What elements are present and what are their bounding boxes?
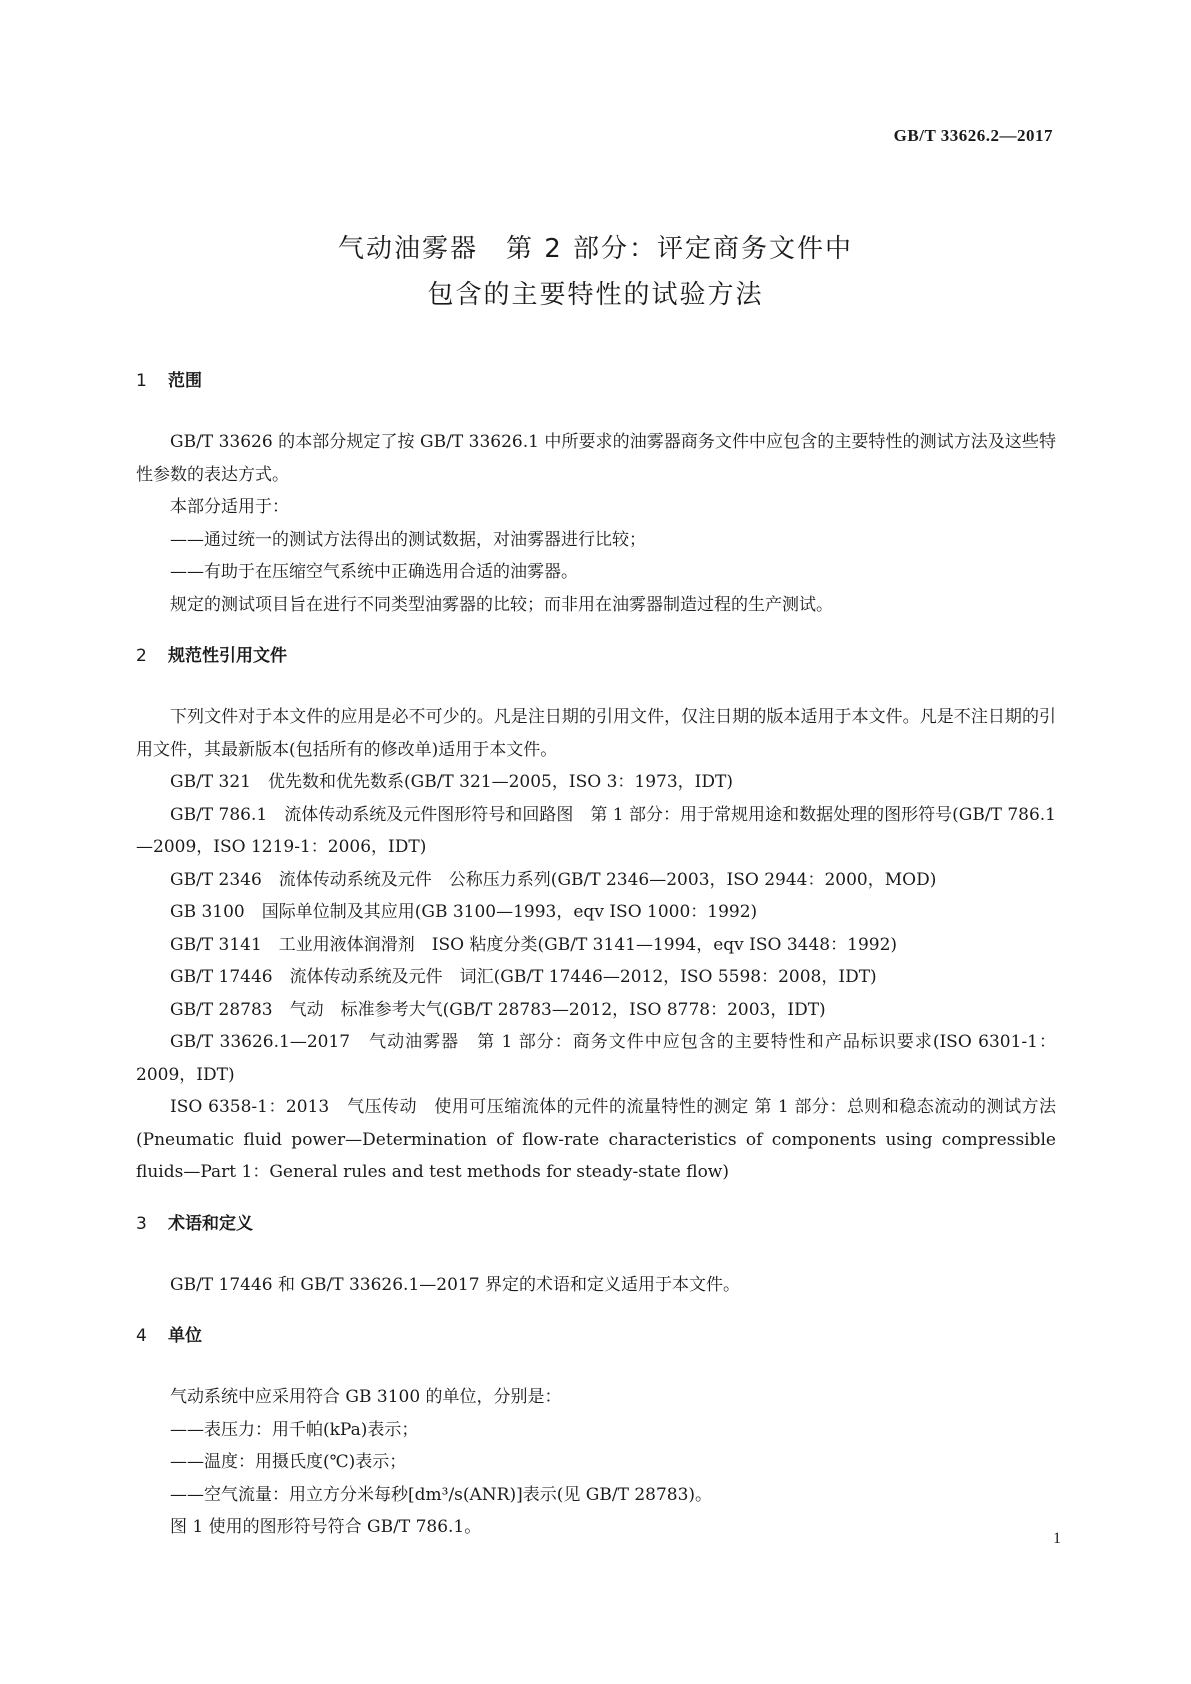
section-title: 范围 xyxy=(168,371,202,391)
section-heading xyxy=(136,368,1056,394)
document-body xyxy=(136,368,1056,1566)
paragraph: ——空气流量：用立方分米每秒[dm³/s(ANR)]表示(见 GB/T 28783)。 xyxy=(170,1484,713,1505)
section-4 xyxy=(136,1323,1056,1544)
section-2 xyxy=(136,643,1056,1189)
paragraph: GB/T 786.1 流体传动系统及元件图形符号和回路图 第 1 部分：用于常规用途和数据处理的图形符号(GB/T 786.1—2009，ISO 1219-1：2006，IDT) xyxy=(136,804,1056,857)
title-line-2: 包含的主要特性的试验方法 xyxy=(427,280,764,310)
section-title: 术语和定义 xyxy=(168,1213,253,1234)
document-title xyxy=(0,226,1191,318)
section-3 xyxy=(136,1211,1056,1302)
paragraph: GB/T 28783 气动 标准参考大气(GB/T 28783—2012，ISO 8778：2003，IDT) xyxy=(170,999,826,1020)
section-heading xyxy=(136,643,1056,669)
paragraph: GB/T 33626.1—2017 气动油雾器 第 1 部分：商务文件中应包含的主要特性和产品标识要求(ISO 6301-1：2009，IDT) xyxy=(136,1032,1056,1085)
section-body xyxy=(136,426,1056,621)
section-heading xyxy=(136,1323,1056,1349)
paragraph: 规定的测试项目旨在进行不同类型油雾器的比较；而非用在油雾器制造过程的生产测试。 xyxy=(170,594,833,615)
paragraph: GB/T 17446 流体传动系统及元件 词汇(GB/T 17446—2012，ISO 5598：2008，IDT) xyxy=(170,967,877,987)
section-body xyxy=(136,701,1056,1189)
section-number: 2 xyxy=(136,646,147,666)
standard-code: GB/T 33626.2—2017 xyxy=(893,126,1053,145)
paragraph: 气动系统中应采用符合 GB 3100 的单位，分别是： xyxy=(170,1387,562,1407)
paragraph: ISO 6358-1：2013 气压传动 使用可压缩流体的元件的流量特性的测定 第 1 部分：总则和稳态流动的测试方法(Pneumatic fluid power—Determination of flow-rate characteristics of components using compressible fluids—Part 1：General rules and test methods for steady-state flow) xyxy=(136,1097,1056,1182)
paragraph: GB/T 17446 和 GB/T 33626.1—2017 界定的术语和定义适用于本文件。 xyxy=(170,1274,740,1295)
section-title: 单位 xyxy=(168,1326,202,1346)
section-number: 4 xyxy=(136,1326,147,1346)
section-body xyxy=(136,1381,1056,1544)
paragraph: 下列文件对于本文件的应用是必不可少的。凡是注日期的引用文件，仅注日期的版本适用于本文件。凡是不注日期的引用文件，其最新版本(包括所有的修改单)适用于本文件。 xyxy=(136,707,1056,760)
paragraph: GB/T 321 优先数和优先数系(GB/T 321—2005，ISO 3：1973，IDT) xyxy=(170,772,733,792)
section-number: 1 xyxy=(136,371,147,391)
paragraph: GB/T 33626 的本部分规定了按 GB/T 33626.1 中所要求的油雾器商务文件中应包含的主要特性的测试方法及这些特性参数的表达方式。 xyxy=(136,432,1056,485)
paragraph: GB/T 3141 工业用液体润滑剂 ISO 粘度分类(GB/T 3141—1994，eqv ISO 3448：1992) xyxy=(170,934,898,955)
page-number: 1 xyxy=(1053,1530,1061,1547)
section-title: 规范性引用文件 xyxy=(168,646,287,666)
section-1 xyxy=(136,368,1056,621)
paragraph: ——表压力：用千帕(kPa)表示； xyxy=(170,1419,419,1440)
paragraph: GB 3100 国际单位制及其应用(GB 3100—1993，eqv ISO 1000：1992) xyxy=(170,902,758,922)
section-body xyxy=(136,1269,1056,1302)
paragraph: ——通过统一的测试方法得出的测试数据，对油雾器进行比较； xyxy=(170,529,646,550)
paragraph: ——温度：用摄氏度(℃)表示； xyxy=(170,1452,407,1472)
paragraph: 图 1 使用的图形符号符合 GB/T 786.1。 xyxy=(170,1517,482,1537)
section-heading xyxy=(136,1211,1056,1237)
paragraph: ——有助于在压缩空气系统中正确选用合适的油雾器。 xyxy=(170,562,578,582)
section-number: 3 xyxy=(136,1213,147,1234)
paragraph: GB/T 2346 流体传动系统及元件 公称压力系列(GB/T 2346—2003，ISO 2944：2000，MOD) xyxy=(170,869,937,890)
paragraph: 本部分适用于： xyxy=(170,497,289,517)
title-line-1: 气动油雾器 第 2 部分：评定商务文件中 xyxy=(337,234,854,264)
